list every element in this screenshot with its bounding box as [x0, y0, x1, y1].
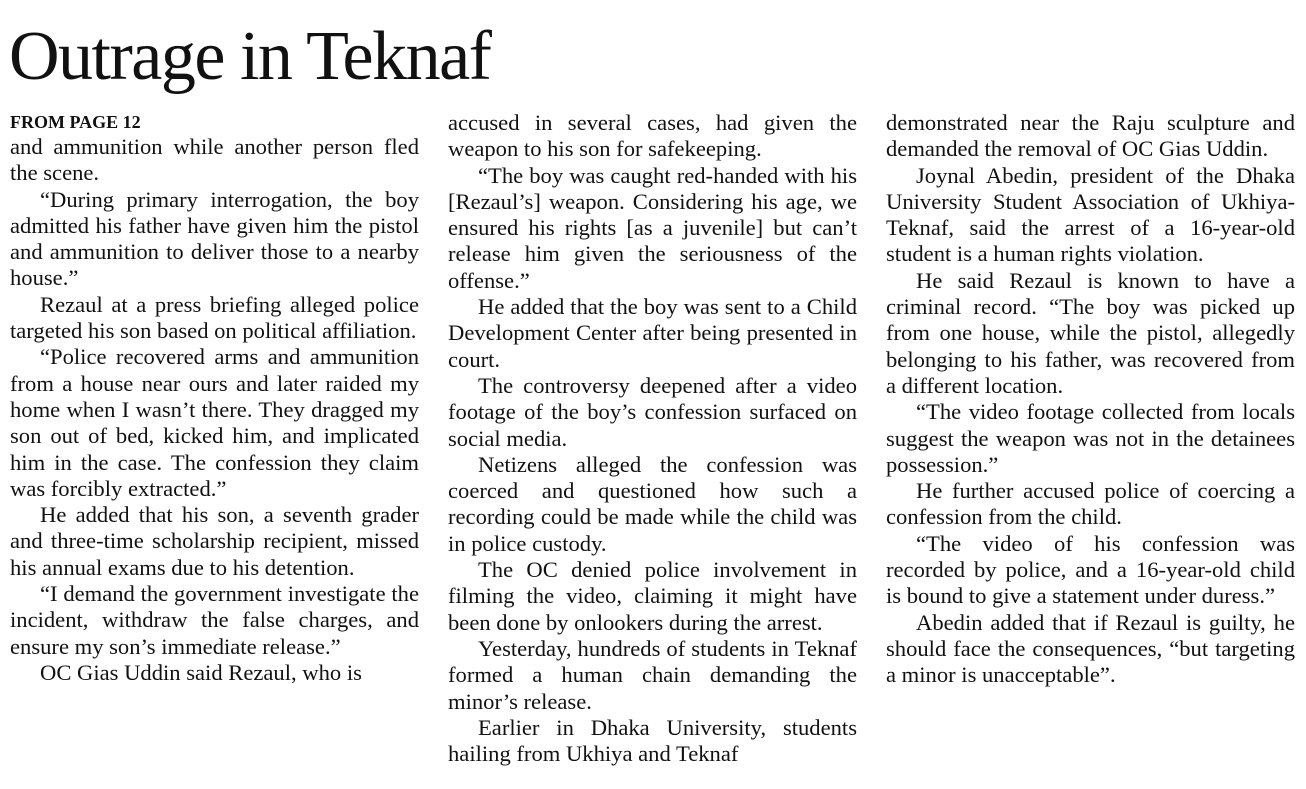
paragraph: He said Rezaul is known to have a criminal record. “The boy was picked up from one house, while the pistol, allegedly belonging to his father, was recovered from a different location. — [886, 267, 1295, 398]
paragraph: The OC denied police involvement in filming the video, claiming it might have been done by onlookers during the arrest. — [448, 557, 857, 635]
paragraph: Abedin added that if Rezaul is guilty, he should face the consequences, “but targeting a minor is unacceptable”. — [886, 609, 1295, 688]
headline: Outrage in Teknaf — [9, 18, 491, 95]
paragraph: Earlier in Dhaka University, students hailing from Ukhiya and Teknaf — [448, 714, 857, 767]
paragraph: demonstrated near the Raju sculpture and demanded the removal of OC Gias Uddin. — [886, 110, 1295, 162]
paragraph: “The video of his confession was recorded by police, and a 16-year-old child is bound to give a statement under duress.” — [886, 530, 1295, 609]
paragraph: The controversy deepened after a video footage of the boy’s confession surfaced on social media. — [448, 372, 857, 451]
paragraph: “The video footage collected from locals suggest the weapon was not in the detainees possession.” — [886, 399, 1295, 477]
paragraph: Yesterday, hundreds of students in Teknaf formed a human chain demanding the minor’s release. — [448, 635, 857, 714]
paragraph: “I demand the government investigate the incident, withdraw the false charges, and ensure my son’s immediate release.” — [10, 581, 419, 659]
article-column-3 — [886, 110, 1295, 689]
paragraph: He further accused police of coercing a confession from the child. — [886, 478, 1295, 530]
paragraph: Rezaul at a press briefing alleged police targeted his son based on political affiliation. — [10, 291, 419, 344]
paragraph: Netizens alleged the confession was coerced and questioned how such a recording could be made while the child was in police custody. — [448, 451, 857, 556]
paragraph: and ammunition while another person fled the scene. — [10, 134, 419, 186]
paragraph: “Police recovered arms and ammunition from a house near ours and later raided my home when I wasn’t there. They dragged my son out of bed, kicked him, and implicated him in the case. The confession they claim was forcibly extracted.” — [10, 344, 419, 501]
article-column-1 — [10, 110, 419, 686]
paragraph: “The boy was caught red-handed with his [Rezaul’s] weapon. Considering his age, we ensured his rights [as a juvenile] but can’t release him given the seriousness of the offense.” — [448, 162, 857, 293]
paragraph: “During primary interrogation, the boy admitted his father have given him the pistol and ammunition to deliver those to a nearby house.” — [10, 186, 419, 291]
paragraph: He added that the boy was sent to a Child Development Center after being presented in court. — [448, 294, 857, 372]
paragraph: accused in several cases, had given the weapon to his son for safekeeping. — [448, 110, 857, 162]
article-column-2 — [448, 110, 857, 767]
continuation-kicker: FROM PAGE 12 — [10, 112, 141, 132]
paragraph: Joynal Abedin, president of the Dhaka University Student Association of Ukhiya-Teknaf, said the arrest of a 16-year-old student is a human rights violation. — [886, 162, 1295, 267]
paragraph: OC Gias Uddin said Rezaul, who is — [40, 659, 362, 685]
paragraph: He added that his son, a seventh grader and three-time scholarship recipient, missed his annual exams due to his detention. — [10, 502, 419, 580]
